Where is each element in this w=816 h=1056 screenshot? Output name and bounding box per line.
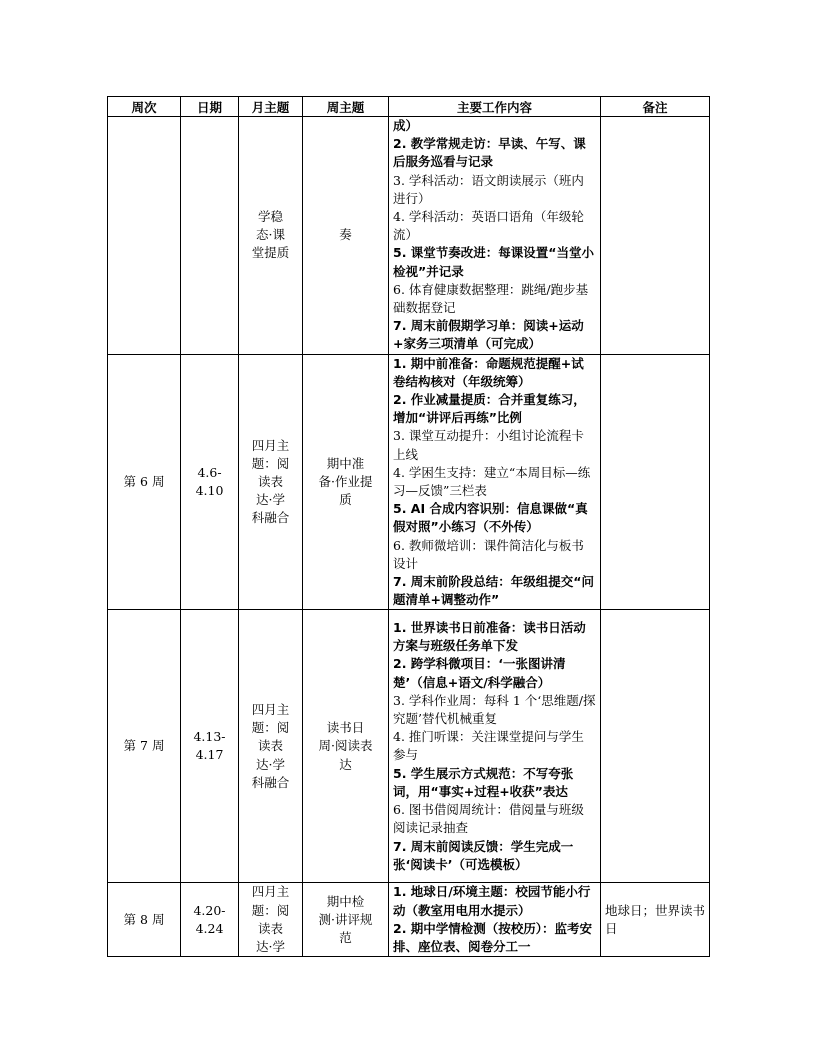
work-item: 1. 地球日/环境主题：校园节能小行动（教室用电用水提示） — [393, 884, 591, 918]
work-item: 1. 世界读书日前准备：读书日活动方案与班级任务单下发 — [393, 620, 586, 654]
week-theme-cell: 期中准 备·作业提 质 — [303, 354, 389, 610]
month-theme-cell: 四月主 题：阅 读表 达·学 — [239, 883, 303, 957]
work-item: 2. 作业减量提质：合并重复练习，增加“讲评后再练”比例 — [393, 392, 586, 426]
week-theme-cell: 期中检 测·讲评规 范 — [303, 883, 389, 957]
work-item: 成） — [393, 118, 419, 133]
content-cell — [389, 117, 601, 355]
work-item: 5. 学生展示方式规范：不写夸张词，用“事实+过程+收获”表达 — [393, 765, 574, 799]
work-item: 4. 学困生支持：建立“本周目标—练习—反馈”三栏表 — [393, 464, 591, 499]
notes-cell — [601, 610, 710, 883]
work-item: 3. 课堂互动提升：小组讨论流程卡上线 — [393, 428, 584, 462]
header-notes: 备注 — [601, 97, 710, 117]
notes-cell: 地球日；世界读书日 — [601, 883, 710, 957]
table-body — [108, 117, 710, 957]
work-item: 4. 学科活动：英语口语角（年级轮流） — [393, 209, 584, 243]
content-cell — [389, 354, 601, 610]
notes-cell — [601, 354, 710, 610]
content-cell — [389, 610, 601, 883]
work-item: 2. 期中学情检测（按校历）：监考安排、座位表、阅卷分工一 — [393, 920, 593, 955]
week-cell: 第 8 周 — [108, 883, 181, 957]
work-item: 5. 课堂节奏改进：每课设置“当堂小检视”并记录 — [393, 245, 595, 279]
table-row — [108, 354, 710, 610]
week-cell: 第 7 周 — [108, 610, 181, 883]
content-cell — [389, 883, 601, 957]
work-item: 6. 教师微培训：课件简洁化与板书设计 — [393, 537, 584, 571]
header-date: 日期 — [181, 97, 239, 117]
table-row — [108, 117, 710, 355]
header-row — [108, 97, 710, 117]
header-main-content: 主要工作内容 — [389, 97, 601, 117]
date-cell: 4.20- 4.24 — [181, 883, 239, 957]
table-row — [108, 883, 710, 957]
work-item: 7. 周末前阶段总结：年级组提交“问题清单+调整动作” — [393, 574, 595, 608]
week-theme-cell: 读书日 周·阅读表 达 — [303, 610, 389, 883]
weekly-plan-table — [107, 96, 710, 957]
date-cell: 4.6- 4.10 — [181, 354, 239, 610]
month-theme-cell: 四月主 题：阅 读表 达·学 科融合 — [239, 610, 303, 883]
table-row — [108, 610, 710, 883]
week-cell: 第 6 周 — [108, 354, 181, 610]
work-item: 5. AI 合成内容识别：信息课做“真假对照”小练习（不外传） — [393, 501, 588, 535]
week-theme-cell: 奏 — [303, 117, 389, 355]
date-cell: 4.13- 4.17 — [181, 610, 239, 883]
week-cell — [108, 117, 181, 355]
work-item: 6. 图书借阅周统计：借阅量与班级阅读记录抽查 — [393, 802, 584, 836]
month-theme-cell: 学稳 态·课 堂提质 — [239, 117, 303, 355]
header-month-theme: 月主题 — [239, 97, 303, 117]
work-item: 2. 跨学科微项目：‘一张图讲清楚’（信息+语文/科学融合） — [393, 656, 566, 690]
work-item: 3. 学科作业周：每科 1 个‘思维题/探究题’替代机械重复 — [393, 692, 596, 727]
header-week-theme: 周主题 — [303, 97, 389, 117]
work-item: 2. 教学常规走访：早读、午写、课后服务巡看与记录 — [393, 136, 586, 170]
month-theme-cell: 四月主 题：阅 读表 达·学 科融合 — [239, 354, 303, 610]
work-item: 7. 周末前假期学习单：阅读+运动+家务三项清单（可完成） — [393, 318, 584, 352]
work-item: 7. 周末前阅读反馈：学生完成一张‘阅读卡’（可选模板） — [393, 838, 574, 872]
date-cell — [181, 117, 239, 355]
work-item: 4. 推门听课：关注课堂提问与学生参与 — [393, 729, 584, 763]
notes-cell — [601, 117, 710, 355]
work-item: 3. 学科活动：语文朗读展示（班内进行） — [393, 172, 584, 206]
work-item: 6. 体育健康数据整理：跳绳/跑步基础数据登记 — [393, 281, 589, 316]
work-item: 1. 期中前准备：命题规范提醒+试卷结构核对（年级统筹） — [393, 355, 584, 389]
header-week: 周次 — [108, 97, 181, 117]
